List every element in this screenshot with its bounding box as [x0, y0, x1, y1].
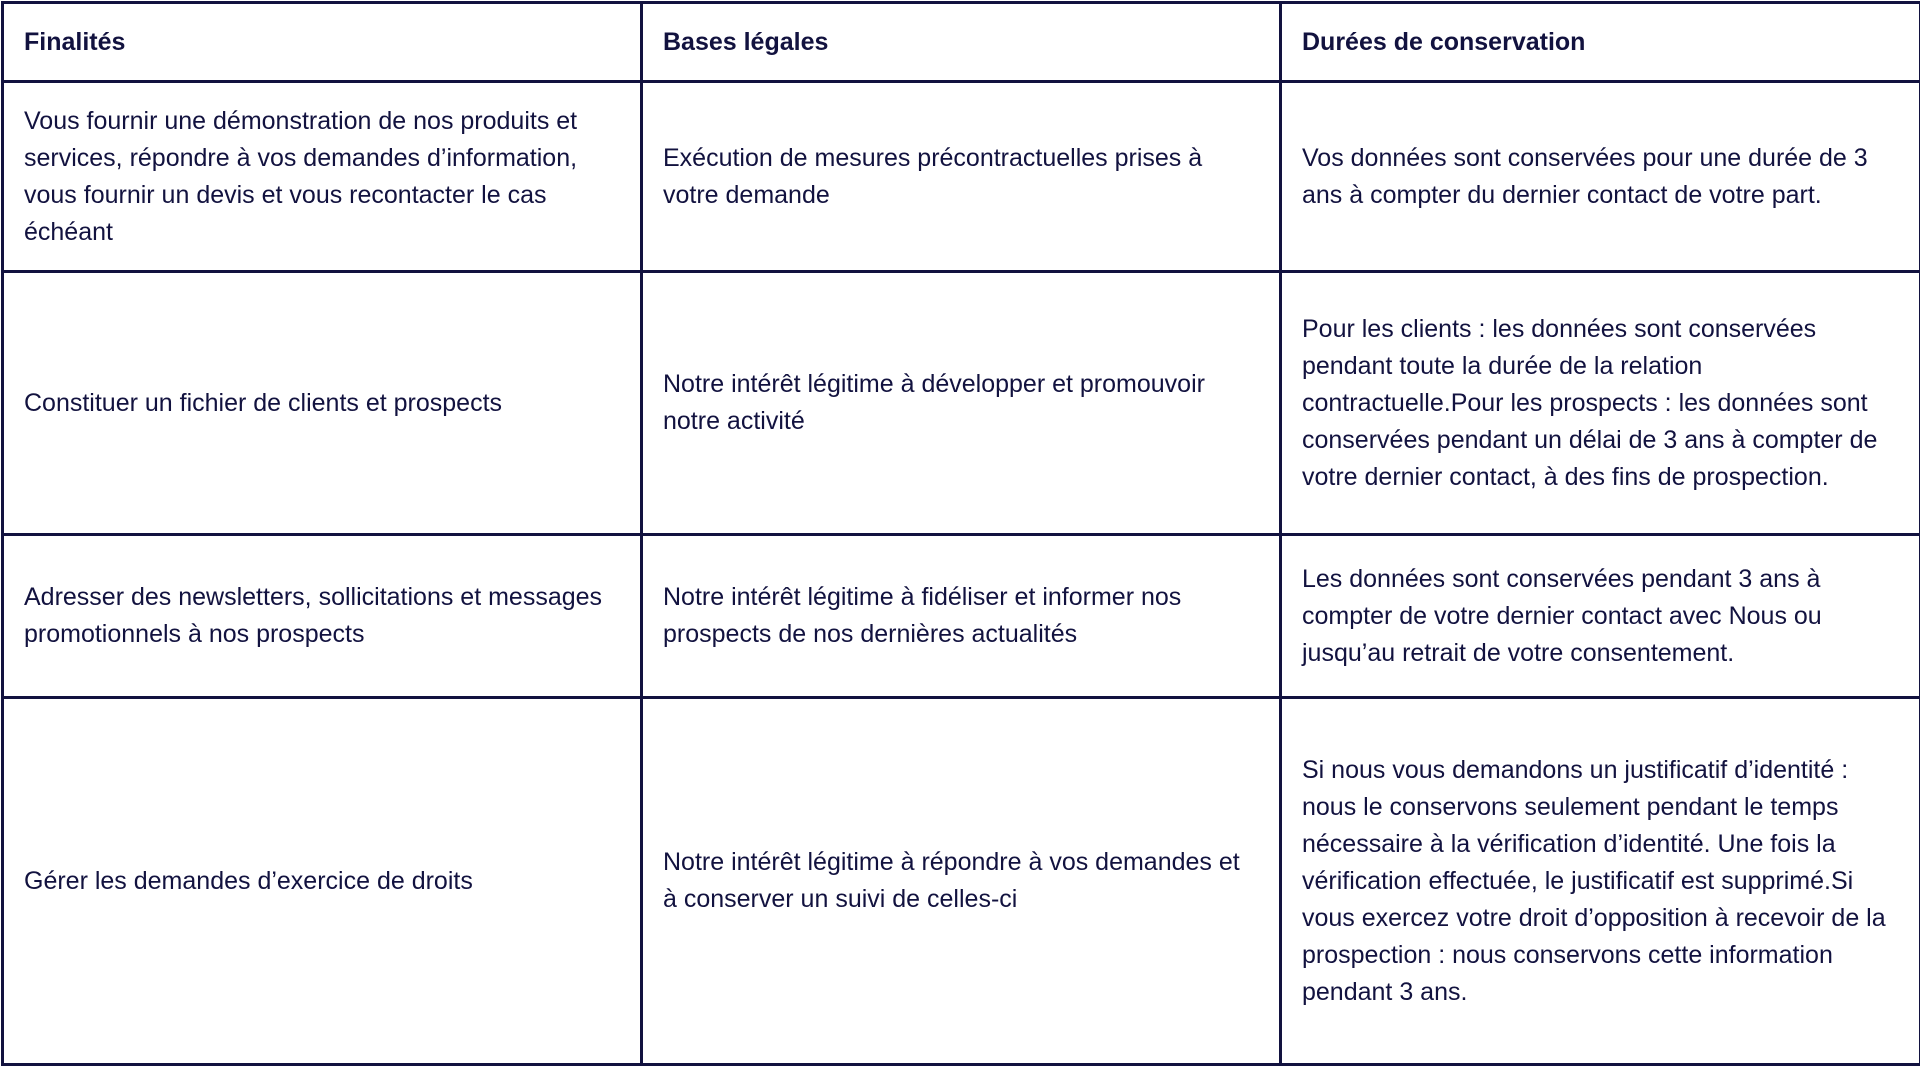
header-retention-periods: Durées de conservation — [1281, 3, 1920, 82]
legal-basis-cell: Notre intérêt légitime à fidéliser et informer nos prospects de nos dernières actualités — [642, 535, 1281, 698]
retention-cell: Pour les clients : les données sont conservées pendant toute la durée de la relation contractuelle.Pour les prospects : les données sont conservées pendant un délai de 3 ans à compter de votre dernier contact, à des fins de prospection. — [1281, 272, 1920, 535]
purpose-cell: Adresser des newsletters, sollicitations et messages promotionnels à nos prospects — [3, 535, 642, 698]
table-row — [3, 698, 1920, 1065]
table-row — [3, 82, 1920, 272]
retention-cell: Si nous vous demandons un justificatif d’identité : nous le conservons seulement pendant le temps nécessaire à la vérification d’identité. Une fois la vérification effectuée, le justificatif est supprimé.Si vous exercez votre droit d’opposition à recevoir de la prospection : nous conservons cette information pendant 3 ans. — [1281, 698, 1920, 1065]
retention-cell: Vos données sont conservées pour une durée de 3 ans à compter du dernier contact de votre part. — [1281, 82, 1920, 272]
data-processing-table — [1, 1, 1920, 1066]
retention-cell: Les données sont conservées pendant 3 ans à compter de votre dernier contact avec Nous ou jusqu’au retrait de votre consentement. — [1281, 535, 1920, 698]
header-purposes: Finalités — [3, 3, 642, 82]
legal-basis-cell: Exécution de mesures précontractuelles prises à votre demande — [642, 82, 1281, 272]
table-row — [3, 272, 1920, 535]
legal-basis-cell: Notre intérêt légitime à répondre à vos demandes et à conserver un suivi de celles-ci — [642, 698, 1281, 1065]
table-row — [3, 535, 1920, 698]
header-legal-bases: Bases légales — [642, 3, 1281, 82]
legal-basis-cell: Notre intérêt légitime à développer et promouvoir notre activité — [642, 272, 1281, 535]
header-row — [3, 3, 1920, 82]
purpose-cell: Gérer les demandes d’exercice de droits — [3, 698, 642, 1065]
table-header — [3, 3, 1920, 82]
purpose-cell: Constituer un fichier de clients et prospects — [3, 272, 642, 535]
table-body — [3, 82, 1920, 1065]
purpose-cell: Vous fournir une démonstration de nos produits et services, répondre à vos demandes d’information, vous fournir un devis et vous recontacter le cas échéant — [3, 82, 642, 272]
